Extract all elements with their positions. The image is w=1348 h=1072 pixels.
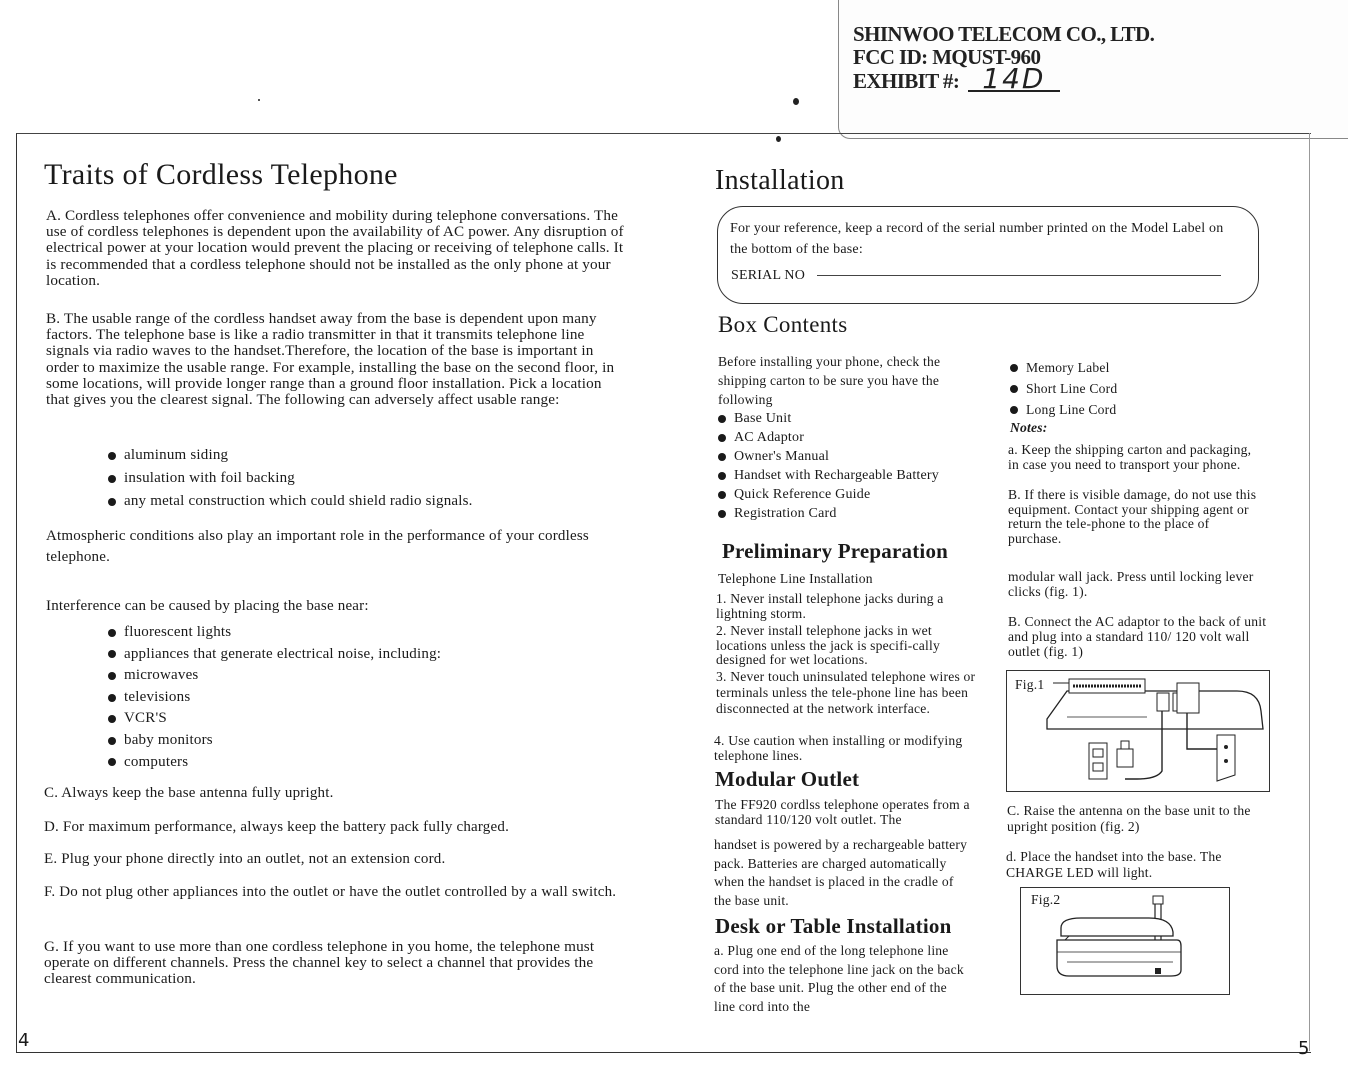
note-b: B. If there is visible damage, do not use this equipment. Contact your shipping agent or return the tele-phone to the place of purchase. [1008, 487, 1257, 547]
page-number-left: 4 [18, 1030, 30, 1051]
list-item: Owner's Manual [718, 447, 998, 466]
modular-title: Modular Outlet [715, 767, 860, 791]
interference-list [108, 622, 568, 773]
para-b: B. The usable range of the cordless handset away from the base is dependent upon many factors. The telephone base is like a radio transmitter in that it transmits telephone line signals via radio waves to the handset.Therefore, the location of the base is important in order to maximize the usable range. For example, installing the base on the second floor, in some locations, will provide longer range than a ground floor installation. Pick a location that gives you the clearest signal. The following can adversely affect usable range: [46, 310, 615, 409]
note-a: a. Keep the shipping carton and packaging, in case you need to transport your phone. [1008, 442, 1252, 472]
list-item: VCR'S [108, 708, 568, 730]
serial-row [731, 268, 1221, 283]
box-items-list-2 [1010, 357, 1260, 420]
figure-2-label: Fig.2 [1031, 892, 1061, 907]
figure-2 [1020, 887, 1230, 995]
step-d: d. Place the handset into the base. The CHARGE LED will light. [1006, 849, 1222, 880]
box-items-list [718, 409, 998, 523]
serial-label: SERIAL NO [731, 268, 806, 283]
desk-title: Desk or Table Installation [715, 914, 952, 938]
list-item: Long Line Cord [1010, 399, 1260, 420]
prelim-title: Preliminary Preparation [722, 539, 949, 563]
list-item: Base Unit [718, 409, 998, 428]
step-c: C. Raise the antenna on the base unit to the upright position (fig. 2) [1007, 803, 1251, 834]
stamp-exhibit-value: 14D [968, 68, 1060, 92]
list-item: computers [108, 752, 568, 774]
list-item: televisions [108, 687, 568, 709]
tel-line-heading: Telephone Line Installation [718, 571, 873, 586]
list-item: Short Line Cord [1010, 378, 1260, 399]
installation-title: Installation [715, 165, 845, 196]
list-item: Quick Reference Guide [718, 485, 998, 504]
exhibit-stamp [838, 0, 1348, 139]
para-d: D. For maximum performance, always keep the battery pack fully charged. [44, 819, 510, 835]
tel-line-4: 4. Use caution when installing or modifying telephone lines. [714, 733, 963, 763]
step-b: B. Connect the AC adaptor to the back of unit and plug into a standard 110/ 120 volt wall outlet (fig. 1) [1008, 614, 1267, 660]
scan-speck [258, 99, 260, 101]
desk-text: a. Plug one end of the long telephone line cord into the telephone line jack on the back of the base unit. Plug the other end of the line cord into the [714, 943, 964, 1014]
phone-base-illustration [1021, 888, 1229, 994]
list-item: insulation with foil backing [108, 467, 568, 490]
modular-text-1: The FF920 cordlss telephone operates from a standard 110/120 volt outlet. The [715, 797, 970, 827]
atmospheric-note: Atmospheric conditions also play an important role in the performance of your cordless telephone. [46, 528, 589, 565]
list-item: Handset with Rechargeable Battery [718, 466, 998, 485]
page-number-right: 5 [1298, 1038, 1310, 1059]
modular-text-2: handset is powered by a rechargeable battery pack. Batteries are charged automatically when the handset is placed in the cradle of the base unit. [714, 837, 968, 908]
page-frame-right-edge [1309, 133, 1310, 1051]
serial-note: For your reference, keep a record of the serial number printed on the Model Label on the bottom of the base: [730, 221, 1224, 257]
list-item: Memory Label [1010, 357, 1260, 378]
list-item: microwaves [108, 665, 568, 687]
stamp-fcc-id: FCC ID: MQUST-960 [853, 45, 1041, 69]
serial-fill-line [817, 275, 1221, 276]
list-item: Registration Card [718, 504, 998, 523]
list-item: AC Adaptor [718, 428, 998, 447]
stamp-company: SHINWOO TELECOM CO., LTD. [853, 22, 1155, 46]
interference-intro: Interference can be caused by placing the base near: [46, 598, 369, 614]
list-item: appliances that generate electrical noise, including: [108, 644, 568, 666]
list-item: any metal construction which could shield radio signals. [108, 490, 568, 513]
stamp-exhibit-label: EXHIBIT #: [853, 69, 960, 93]
stamp-exhibit [853, 62, 1060, 95]
box-contents-title: Box Contents [718, 312, 848, 337]
base-wiring-illustration [1007, 671, 1269, 791]
left-page-title: Traits of Cordless Telephone [44, 158, 398, 191]
box-intro: Before installing your phone, check the shipping carton to be sure you have the following [718, 354, 941, 407]
notes-label: Notes: [1010, 420, 1048, 435]
para-g: G. If you want to use more than one cordless telephone in you home, the telephone must operate on different channels. Press the channel key to select a channel that provides the clearest communication. [44, 938, 595, 988]
list-item: fluorescent lights [108, 622, 568, 644]
scan-speck [793, 98, 799, 105]
para-a: A. Cordless telephones offer convenience and mobility during telephone conversations. The use of cordless telephones is dependent upon the availability of AC power. Any disruption of electrical power at your location would prevent the placing or receiving of telephone calls. It is recommended that a cordless telephone should not be installed as the only phone at your location. [46, 207, 624, 289]
figure-1-label: Fig.1 [1015, 677, 1045, 692]
para-c: C. Always keep the base antenna fully upright. [44, 785, 334, 801]
list-item: baby monitors [108, 730, 568, 752]
para-e: E. Plug your phone directly into an outlet, not an extension cord. [44, 851, 446, 867]
figure-1 [1006, 670, 1270, 792]
tel-line-1: 1. Never install telephone jacks during a lightning storm. [716, 591, 944, 622]
list-item: aluminum siding [108, 444, 568, 467]
para-f: F. Do not plug other appliances into the outlet or have the outlet controlled by a wall switch. [44, 884, 617, 900]
tel-line-2: 2. Never install telephone jacks in wet locations unless the jack is specifi-cally designed for wet locations. [716, 623, 940, 667]
tel-line-3: 3. Never touch uninsulated telephone wires or terminals unless the tele-phone line has been disconnected at the network interface. [716, 669, 976, 716]
range-list [108, 444, 568, 513]
cont-text: modular wall jack. Press until locking lever clicks (fig. 1). [1008, 569, 1254, 599]
